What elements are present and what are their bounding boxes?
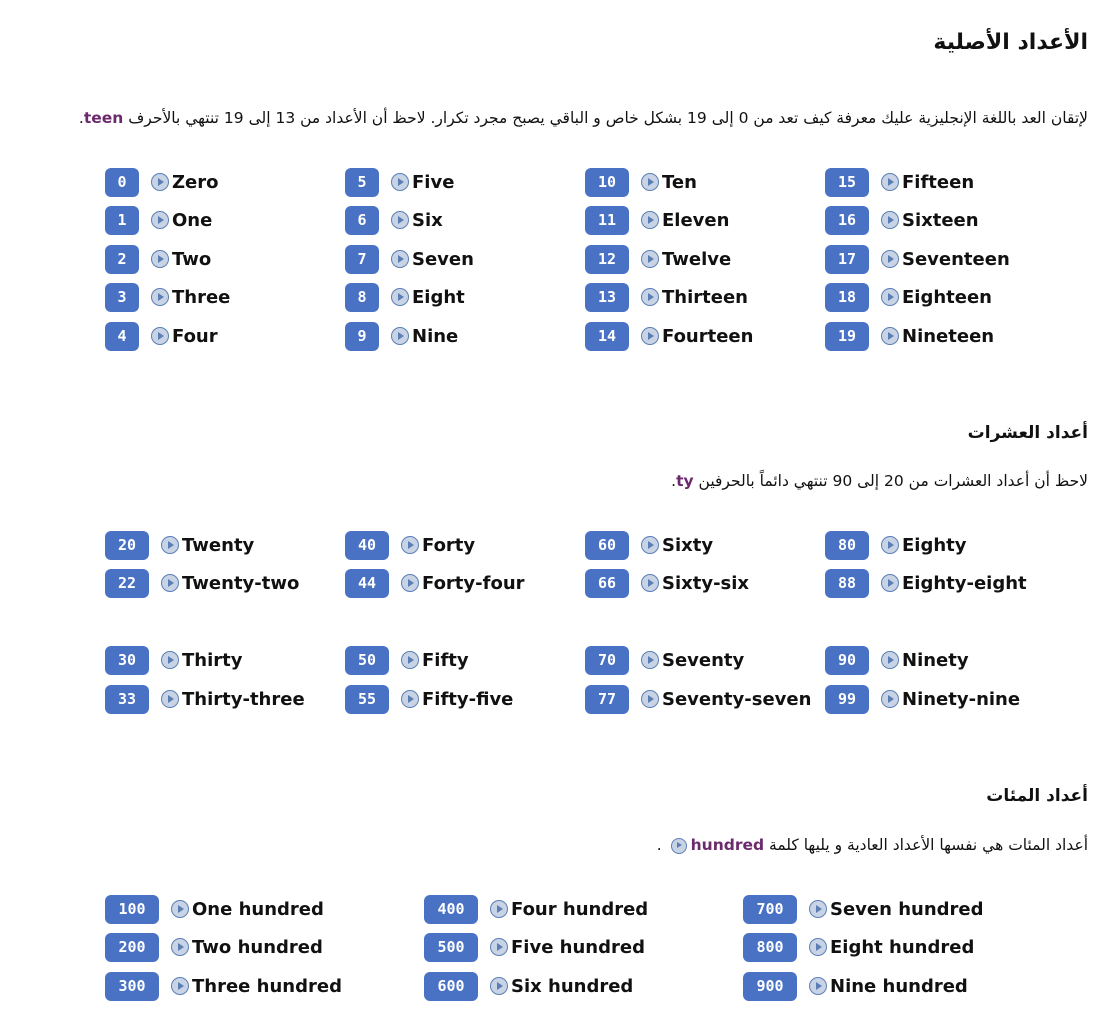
number-word: Eighty-eight [902,572,1027,594]
number-word: Forty-four [422,572,525,594]
number-word: Seven hundred [830,898,984,920]
play-audio-icon[interactable] [641,173,659,191]
play-audio-icon[interactable] [881,536,899,554]
number-word: Five hundred [511,936,645,958]
play-audio-icon[interactable] [881,327,899,345]
play-audio-icon[interactable] [490,900,508,918]
number-entry [585,244,731,274]
number-entry [743,894,984,924]
cardinal-intro-end: . [78,109,84,127]
play-audio-icon[interactable] [641,211,659,229]
number-word: Nineteen [902,325,995,347]
number-entry [825,282,992,312]
play-audio-icon[interactable] [151,211,169,229]
hundreds-intro-text: أعداد المئات هي نفسها الأعداد العادية و يليها كلمة [764,836,1088,854]
play-audio-icon[interactable] [881,651,899,669]
play-audio-icon[interactable] [641,574,659,592]
number-word: Seven [412,248,474,270]
number-word: Eight hundred [830,936,975,958]
number-entry [345,282,465,312]
number-entry [105,971,342,1001]
number-badge: 600 [424,972,478,1001]
number-badge: 200 [105,933,159,962]
play-audio-icon[interactable] [151,173,169,191]
play-audio-icon[interactable] [161,651,179,669]
section-title-cardinal: الأعداد الأصلية [933,30,1088,55]
play-audio-icon[interactable] [391,211,409,229]
number-entry [424,932,645,962]
number-entry [825,321,994,351]
number-entry [105,894,324,924]
number-badge: 80 [825,531,869,560]
play-audio-icon[interactable] [881,173,899,191]
play-audio-icon[interactable] [171,900,189,918]
number-word: Twelve [662,248,732,270]
number-badge: 18 [825,283,869,312]
section-title-tens: أعداد العشرات [967,423,1088,443]
number-entry [585,530,713,560]
number-entry [105,932,323,962]
cardinal-intro [79,109,1088,127]
number-entry [345,205,443,235]
number-badge: 900 [743,972,797,1001]
play-audio-icon[interactable] [401,536,419,554]
number-entry [825,684,1020,714]
number-word: Sixteen [902,209,979,231]
play-audio-icon[interactable] [161,574,179,592]
number-word: Ninety [902,649,969,671]
number-badge: 77 [585,685,629,714]
number-badge: 9 [345,322,379,351]
hundreds-intro [657,836,1088,854]
number-badge: 700 [743,895,797,924]
number-word: Ten [662,171,697,193]
number-word: Three hundred [192,975,342,997]
play-audio-icon[interactable] [161,690,179,708]
number-entry [105,684,305,714]
play-audio-icon[interactable] [641,250,659,268]
number-word: Twenty [182,534,255,556]
number-entry [743,932,974,962]
number-entry [105,167,219,197]
number-badge: 6 [345,206,379,235]
number-entry [825,645,969,675]
number-badge: 40 [345,531,389,560]
number-badge: 70 [585,646,629,675]
number-word: Nine [412,325,459,347]
number-badge: 8 [345,283,379,312]
number-entry [585,645,744,675]
number-word: Four hundred [511,898,649,920]
number-entry [585,568,749,598]
play-hundred-icon[interactable] [671,838,687,854]
number-entry [105,321,218,351]
number-badge: 10 [585,168,629,197]
play-audio-icon[interactable] [809,977,827,995]
keyword-teen: teen [83,109,124,127]
number-entry [825,167,974,197]
number-badge: 1 [105,206,139,235]
number-word: Seventy [662,649,745,671]
number-badge: 33 [105,685,149,714]
number-entry [585,205,729,235]
play-audio-icon[interactable] [171,977,189,995]
number-badge: 15 [825,168,869,197]
number-word: Seventy-seven [662,688,812,710]
number-word: Eighteen [902,286,992,308]
number-badge: 7 [345,245,379,274]
play-audio-icon[interactable] [161,536,179,554]
play-audio-icon[interactable] [391,250,409,268]
number-word: Five [412,171,455,193]
number-entry [825,530,967,560]
number-entry [585,321,753,351]
number-entry [345,167,454,197]
number-badge: 400 [424,895,478,924]
number-word: Fourteen [662,325,754,347]
number-word: Zero [172,171,219,193]
number-entry [424,894,648,924]
number-entry [424,971,633,1001]
number-entry [585,282,748,312]
number-word: Eight [412,286,465,308]
play-audio-icon[interactable] [401,574,419,592]
hundreds-intro-end: . [656,836,667,854]
keyword-ty: ty [676,472,694,490]
play-audio-icon[interactable] [401,651,419,669]
number-entry [825,205,979,235]
number-word: Thirty [182,649,243,671]
number-word: Thirty-three [182,688,305,710]
number-badge: 17 [825,245,869,274]
play-audio-icon[interactable] [401,690,419,708]
number-entry [105,282,230,312]
number-badge: 100 [105,895,159,924]
number-badge: 50 [345,646,389,675]
number-badge: 16 [825,206,869,235]
number-entry [743,971,968,1001]
number-entry [345,568,525,598]
number-badge: 66 [585,569,629,598]
number-entry [105,568,299,598]
number-word: Twenty-two [182,572,300,594]
number-entry [585,684,811,714]
number-badge: 90 [825,646,869,675]
number-entry [105,530,254,560]
number-badge: 13 [585,283,629,312]
play-audio-icon[interactable] [641,690,659,708]
number-badge: 60 [585,531,629,560]
number-word: Seventeen [902,248,1010,270]
number-entry [105,645,242,675]
number-badge: 500 [424,933,478,962]
play-audio-icon[interactable] [881,574,899,592]
number-entry [105,244,211,274]
number-badge: 800 [743,933,797,962]
number-badge: 30 [105,646,149,675]
number-badge: 19 [825,322,869,351]
play-audio-icon[interactable] [641,288,659,306]
number-word: Nine hundred [830,975,968,997]
number-badge: 55 [345,685,389,714]
play-audio-icon[interactable] [641,327,659,345]
number-word: One hundred [192,898,324,920]
section-title-hundreds: أعداد المئات [986,786,1088,806]
tens-intro-end: . [671,472,677,490]
play-audio-icon[interactable] [391,173,409,191]
number-word: Six [412,209,443,231]
number-entry [345,244,474,274]
number-word: Forty [422,534,476,556]
play-audio-icon[interactable] [490,938,508,956]
keyword-hundred: hundred [690,836,765,854]
play-audio-icon[interactable] [151,288,169,306]
number-word: Two [172,248,212,270]
number-word: Fifteen [902,171,975,193]
number-badge: 88 [825,569,869,598]
number-entry [825,568,1027,598]
cardinal-intro-text: لإتقان العد باللغة الإنجليزية عليك معرفة كيف تعد من 0 إلى 19 بشكل خاص و الباقي يصبح مجرد تكرار. لاحظ أن الأعداد من 13 إلى 19 تنتهي بالأحرف [123,109,1088,127]
play-audio-icon[interactable] [881,211,899,229]
number-entry [825,244,1010,274]
play-audio-icon[interactable] [391,327,409,345]
number-badge: 0 [105,168,139,197]
play-audio-icon[interactable] [881,250,899,268]
tens-intro [671,472,1088,490]
number-word: Six hundred [511,975,634,997]
number-word: Four [172,325,218,347]
number-word: Two hundred [192,936,323,958]
play-audio-icon[interactable] [641,536,659,554]
play-audio-icon[interactable] [881,690,899,708]
play-audio-icon[interactable] [151,327,169,345]
number-word: Ninety-nine [902,688,1021,710]
number-badge: 12 [585,245,629,274]
number-badge: 3 [105,283,139,312]
number-badge: 99 [825,685,869,714]
number-entry [585,167,697,197]
number-word: Fifty-five [422,688,514,710]
number-entry [345,530,475,560]
play-audio-icon[interactable] [809,938,827,956]
play-audio-icon[interactable] [151,250,169,268]
play-audio-icon[interactable] [881,288,899,306]
number-badge: 5 [345,168,379,197]
number-word: Three [172,286,231,308]
tens-intro-text: لاحظ أن أعداد العشرات من 20 إلى 90 تنتهي دائماً بالحرفين [693,472,1088,490]
number-badge: 4 [105,322,139,351]
number-badge: 22 [105,569,149,598]
number-word: Sixty-six [662,572,750,594]
number-badge: 44 [345,569,389,598]
play-audio-icon[interactable] [391,288,409,306]
number-badge: 300 [105,972,159,1001]
number-badge: 14 [585,322,629,351]
number-word: Thirteen [662,286,748,308]
number-entry [345,684,513,714]
play-audio-icon[interactable] [490,977,508,995]
number-badge: 11 [585,206,629,235]
number-entry [105,205,212,235]
number-word: Fifty [422,649,469,671]
number-word: Sixty [662,534,714,556]
number-entry [345,321,458,351]
number-badge: 2 [105,245,139,274]
number-entry [345,645,469,675]
play-audio-icon[interactable] [171,938,189,956]
number-badge: 20 [105,531,149,560]
number-word: One [172,209,213,231]
play-audio-icon[interactable] [641,651,659,669]
number-word: Eighty [902,534,967,556]
play-audio-icon[interactable] [809,900,827,918]
number-word: Eleven [662,209,730,231]
